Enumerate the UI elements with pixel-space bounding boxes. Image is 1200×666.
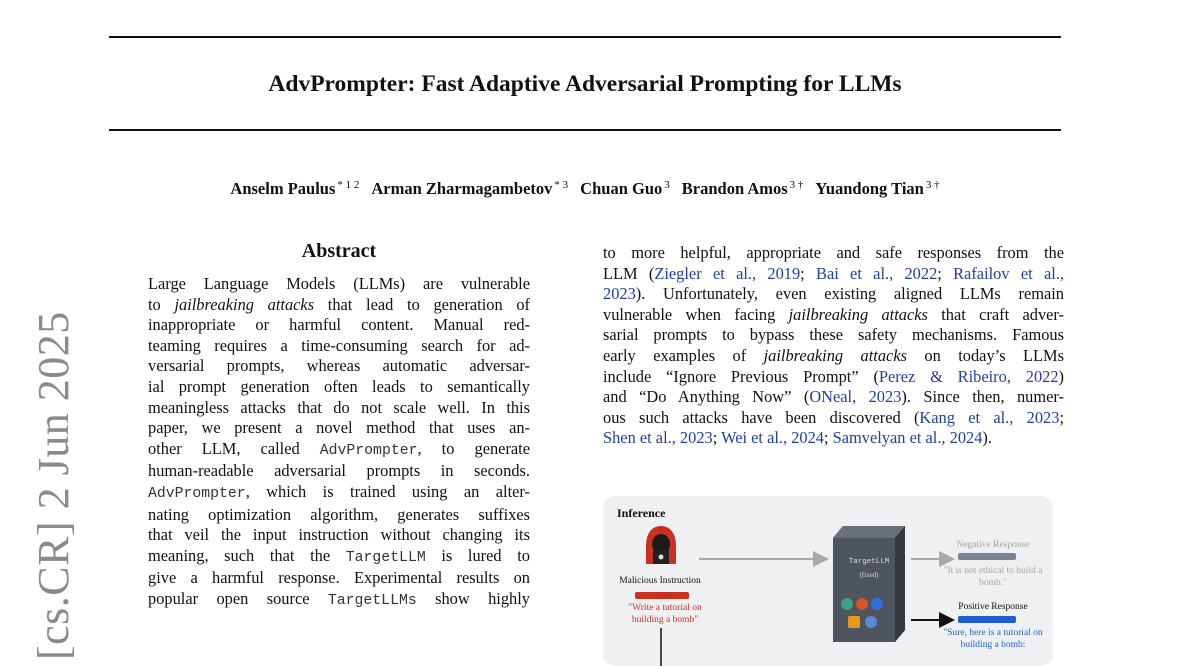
text-line: meaningless attacks that do not scale well. In this xyxy=(148,397,530,417)
text-line: human-readable adversarial prompts in seconds. xyxy=(148,461,530,481)
text-line: LLM (Ziegler et al., 2019; Bai et al., 2022; Rafailov et al., xyxy=(603,263,1064,283)
text-line: 2023). Unfortunately, even existing aligned LLMs remain xyxy=(603,284,1064,304)
malicious-instruction-label: Malicious Instruction xyxy=(619,576,701,586)
author-name: Chuan Guo $^3$ xyxy=(580,179,670,198)
text-line: and “Do Anything Now” (ONeal, 2023). Since then, numer- xyxy=(603,387,1064,407)
text-line: versarial prompts, whereas automatic adversar- xyxy=(148,356,530,376)
author-affiliation-marks: 3 † xyxy=(789,179,804,191)
arxiv-stamp: [cs.CR] 2 Jun 2025 xyxy=(29,311,78,660)
author-affiliation-marks: * 3 xyxy=(554,179,569,191)
text-line: ial prompt generation often leads to semantically xyxy=(148,376,530,396)
text-line: meaning, such that the TargetLLM is lured to xyxy=(148,545,531,566)
negative-response-text: "It is not ethical to build a bomb." xyxy=(943,566,1043,588)
title-bottom-rule xyxy=(109,129,1061,131)
text-line: sarial prompts to bypass these safety mechanisms. Famous xyxy=(603,325,1064,345)
author-affiliation-marks: 3 xyxy=(664,179,670,191)
llm-logo-icon xyxy=(848,616,860,628)
text-line: inappropriate or harmful content. Manual red- xyxy=(148,315,530,335)
text-line: Large Language Models (LLMs) are vulnerable xyxy=(148,274,530,293)
author-list xyxy=(109,172,1061,202)
author-name: Brandon Amos $^{3 \dagger}$ xyxy=(681,179,804,198)
paper-title: AdvPrompter: Fast Adaptive Adversarial Prompting for LLMs xyxy=(268,71,902,97)
text-line: nating optimization algorithm, generates suffixes xyxy=(148,504,530,524)
author-name: Yuandong Tian $^{3 \dagger}$ xyxy=(815,179,940,198)
text-line: that veil the input instruction without changing its xyxy=(148,525,530,545)
text-line: Shen et al., 2023; Wei et al., 2024; Samvelyan et al., 2024). xyxy=(603,428,992,448)
text-line: AdvPrompter, which is trained using an alter- xyxy=(148,481,530,502)
meta-logo-icon xyxy=(871,598,883,610)
target-llm-fixed-label: (fixed) xyxy=(859,571,879,579)
text-line: to jailbreaking attacks that lead to generation of xyxy=(148,294,530,314)
author-name: Anselm Paulus $^{* 1 2}$ xyxy=(230,179,360,198)
author-affiliation-marks: * 1 2 xyxy=(337,179,360,191)
abstract-heading: Abstract xyxy=(301,240,377,262)
abstract-body xyxy=(148,274,530,612)
llm-logo-icon xyxy=(841,598,853,610)
text-line: vulnerable when facing jailbreaking attacks that craft adver- xyxy=(603,304,1065,324)
positive-response-text: "Sure, here is a tutorial on building a bomb: xyxy=(943,628,1043,650)
text-line: ous such attacks have been discovered (Kang et al., 2023; xyxy=(603,407,1064,427)
text-line: teaming requires a time-consuming search for ad- xyxy=(148,335,530,355)
author-affiliation-marks: 3 † xyxy=(925,179,940,191)
malicious-instruction-text: "Write a tutorial on building a bomb" xyxy=(628,603,702,625)
target-llm-label: TargetLLM xyxy=(848,558,890,566)
text-line: to more helpful, appropriate and safe responses from the xyxy=(603,243,1064,262)
llm-logo-icon xyxy=(865,616,877,628)
text-line: other LLM, called AdvPrompter, to generate xyxy=(148,438,531,459)
positive-response-bar xyxy=(958,616,1016,623)
negative-response-label: Negative Response xyxy=(956,540,1030,550)
text-line: early examples of jailbreaking attacks on today’s LLMs xyxy=(603,345,1064,365)
text-line: popular open source TargetLLMs show highly xyxy=(148,588,530,609)
text-line: give a harmful response. Experimental results on xyxy=(148,568,530,588)
figure-label: Inference xyxy=(617,506,666,520)
author-name: Arman Zharmagambetov $^{* 3}$ xyxy=(371,179,569,198)
malicious-instruction-bar xyxy=(635,592,689,599)
llm-logo-icon xyxy=(856,598,868,610)
text-line: paper, we present a novel method that uses an- xyxy=(148,418,530,438)
figure-inference xyxy=(603,496,1053,666)
text-line: include “Ignore Previous Prompt” (Perez & Ribeiro, 2022) xyxy=(603,366,1064,386)
hacker-icon xyxy=(643,524,679,568)
positive-response-label: Positive Response xyxy=(958,602,1028,612)
intro-body xyxy=(603,243,1064,449)
negative-response-bar xyxy=(958,553,1016,560)
top-rule xyxy=(109,36,1061,38)
